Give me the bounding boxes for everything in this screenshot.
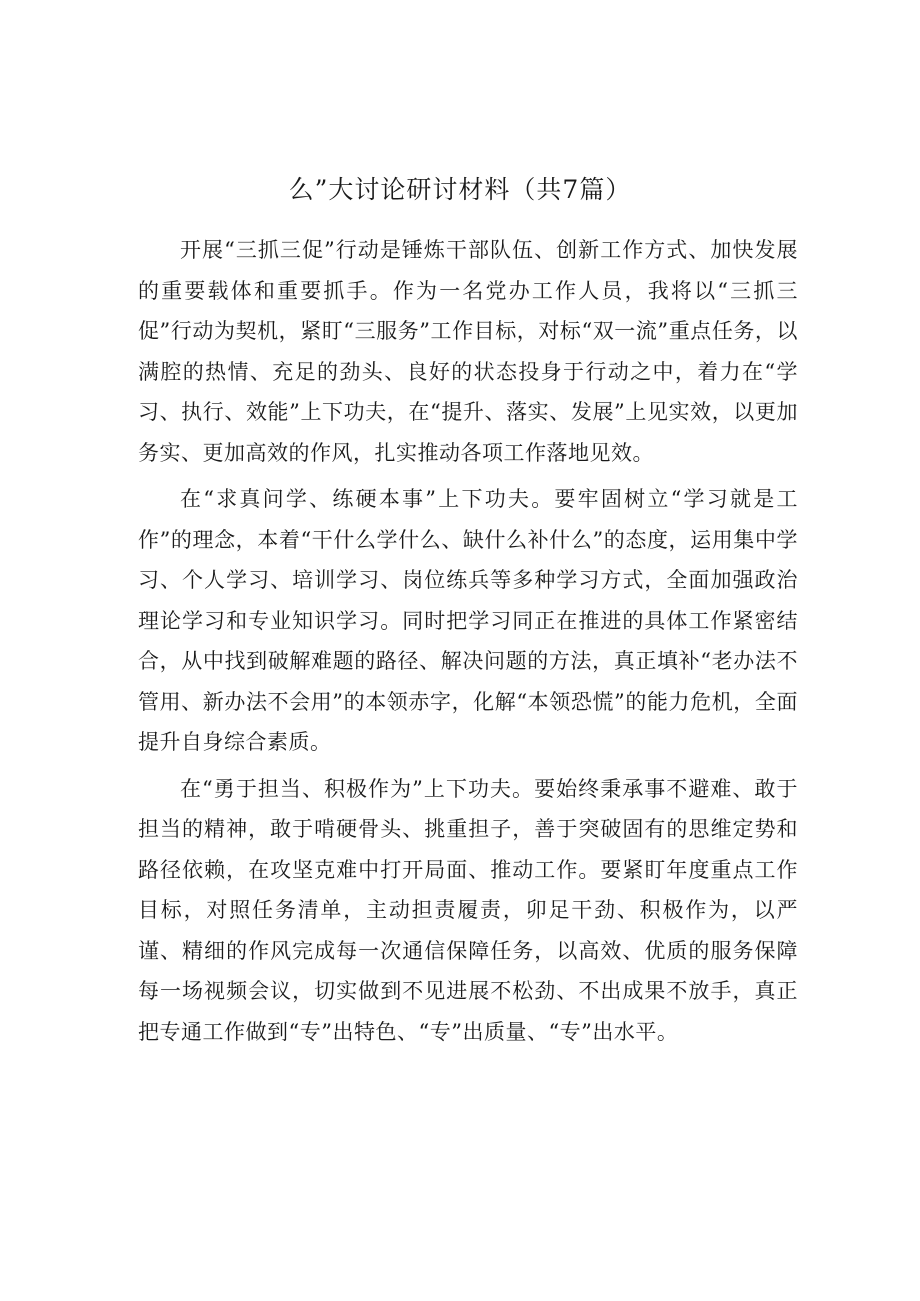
paragraph-study: 在“求真问学、练硬本事”上下功夫。要牢固树立“学习就是工作”的理念，本着“干什么学什么、缺什么补什么”的态度，运用集中学习、个人学习、培训学习、岗位练兵等多种学习方式，全面加强政治理论学习和专业知识学习。同时把学习同正在推进的具体工作紧密结合，从中找到破解难题的路径、解决问题的方法，真正填补“老办法不管用、新办法不会用”的本领赤字，化解“本领恐慌”的能力危机，全面提升自身综合素质。 bbox=[138, 487, 798, 754]
paragraph-responsibility: 在“勇于担当、积极作为”上下功夫。要始终秉承事不避难、敢于担当的精神，敢于啃硬骨头、挑重担子，善于突破固有的思维定势和路径依赖，在攻坚克难中打开局面、推动工作。要紧盯年度重点工作目标，对照任务清单，主动担责履责，卯足干劲、积极作为，以严谨、精细的作风完成每一次通信保障任务，以高效、优质的服务保障每一场视频会议，切实做到不见进展不松劲、不出成果不放手，真正把专通工作做到“专”出特色、“专”出质量、“专”出水平。 bbox=[138, 776, 798, 1044]
paragraph-intro: 开展“三抓三促”行动是锤炼干部队伍、创新工作方式、加快发展的重要载体和重要抓手。作为一名党办工作人员，我将以“三抓三促”行动为契机，紧盯“三服务”工作目标，对标“双一流”重点任务，以满腔的热情、充足的劲头、良好的状态投身于行动之中，着力在“学习、执行、效能”上下功夫，在“提升、落实、发展”上见实效，以更加务实、更加高效的作风，扎实推动各项工作落地见效。 bbox=[138, 238, 798, 465]
document-body bbox=[138, 230, 798, 1058]
document-title: 么”大讨论研讨材料（共7篇） bbox=[288, 175, 632, 204]
